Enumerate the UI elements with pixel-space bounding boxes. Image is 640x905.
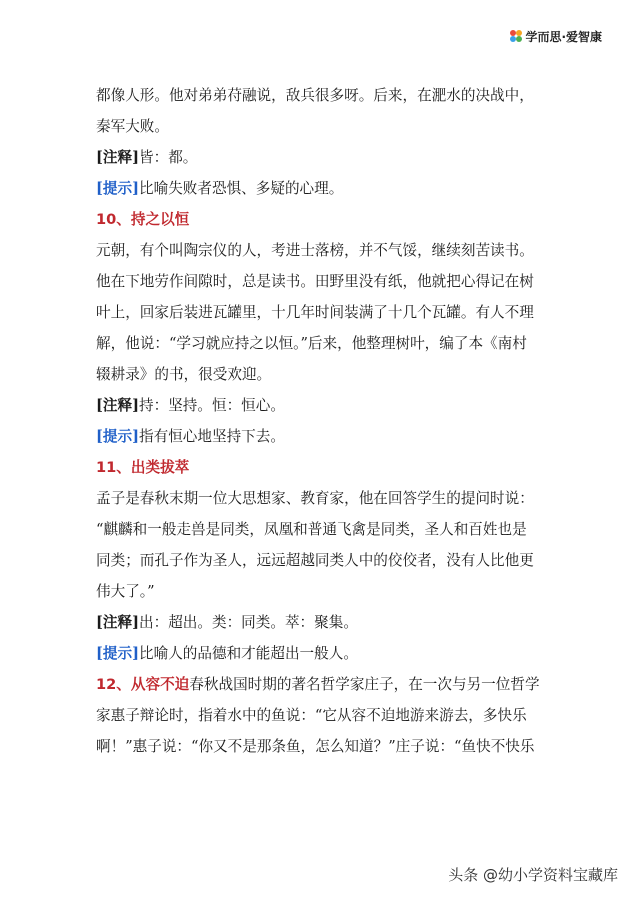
watermark: 头条 @幼小学资料宝藏库 <box>448 866 618 884</box>
paragraph-line: 秦军大败。 <box>96 118 169 135</box>
hint-text: 比喻人的品德和才能超出一般人。 <box>139 645 358 662</box>
paragraph-line <box>96 731 556 762</box>
annotation-text: 出：超出。类：同类。萃：聚集。 <box>139 614 358 631</box>
paragraph-line: “麒麟和一般走兽是同类，凤凰和普通飞禽是同类，圣人和百姓也是 <box>96 521 527 538</box>
document-body <box>96 80 556 762</box>
idiom-heading: 12、从容不迫 <box>96 676 190 693</box>
hint-row <box>96 638 556 669</box>
logo-mark-icon <box>510 30 522 44</box>
annotation-text: 皆：都。 <box>139 149 198 166</box>
paragraph-line <box>96 669 556 700</box>
paragraph-line: 孟子是春秋末期一位大思想家、教育家，他在回答学生的提问时说： <box>96 490 534 507</box>
paragraph-line: 他在下地劳作间隙时，总是读书。田野里没有纸，他就把心得记在树 <box>96 273 534 290</box>
logo-text: 学而思·爱智康 <box>525 30 602 44</box>
annotation-row <box>96 142 556 173</box>
paragraph-text: 春秋战国时期的著名哲学家庄子，在一次与另一位哲学 <box>189 676 540 693</box>
annotation-label: [注释] <box>96 149 139 166</box>
hint-label: [提示] <box>96 428 139 445</box>
hint-row <box>96 421 556 452</box>
idiom-heading: 11、出类拔萃 <box>96 459 190 476</box>
brand-logo <box>510 28 602 45</box>
annotation-label: [注释] <box>96 614 139 631</box>
hint-text: 指有恒心地坚持下去。 <box>139 428 285 445</box>
paragraph-line <box>96 700 556 731</box>
annotation-text: 持：坚持。恒：恒心。 <box>139 397 285 414</box>
paragraph-line: 元朝，有个叫陶宗仪的人，考进士落榜，并不气馁，继续刻苦读书。 <box>96 242 534 259</box>
hint-label: [提示] <box>96 645 139 662</box>
annotation-label: [注释] <box>96 397 139 414</box>
paragraph-text: 家惠子辩论时，指着水中的鱼说：“它从容不迫地游来游去，多快乐 <box>96 707 527 724</box>
paragraph-line: 叶上，回家后装进瓦罐里，十几年时间装满了十几个瓦罐。有人不理 <box>96 304 534 321</box>
paragraph-text: 啊！”惠子说：“你又不是那条鱼，怎么知道？”庄子说：“鱼快不快乐 <box>96 738 535 755</box>
hint-row <box>96 173 556 204</box>
paragraph-line: 解，他说：“学习就应持之以恒。”后来，他整理树叶，编了本《南村 <box>96 335 527 352</box>
idiom-heading: 10、持之以恒 <box>96 211 190 228</box>
hint-text: 比喻失败者恐惧、多疑的心理。 <box>139 180 344 197</box>
paragraph-line: 都像人形。他对弟弟苻融说，敌兵很多呀。后来，在淝水的决战中， <box>96 87 534 104</box>
paragraph-line: 同类；而孔子作为圣人，远远超越同类人中的佼佼者，没有人比他更 <box>96 552 534 569</box>
annotation-row <box>96 607 556 638</box>
paragraph-line: 辍耕录》的书，很受欢迎。 <box>96 366 272 383</box>
paragraph-line: 伟大了。” <box>96 583 155 600</box>
annotation-row <box>96 390 556 421</box>
hint-label: [提示] <box>96 180 139 197</box>
